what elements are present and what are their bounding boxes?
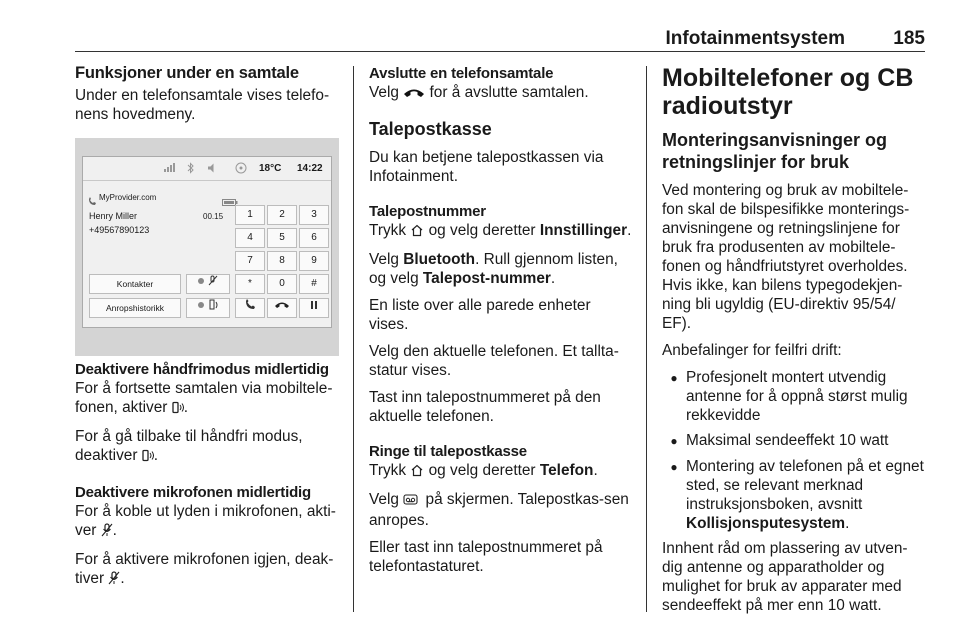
keypad-key[interactable]: 0 <box>267 274 297 294</box>
provider-label: MyProvider.com <box>99 193 157 202</box>
mic-mute-icon <box>101 523 113 542</box>
page-header <box>75 26 925 52</box>
heading-functions: Funksjoner under en samtale <box>75 64 299 82</box>
paragraph-select-voicemail: Velg på skjermen. Talepostkas-sen anropes. <box>369 491 629 529</box>
pause-button[interactable] <box>299 298 329 318</box>
paragraph-call-voicemail: Trykk og velg deretter Telefon. <box>369 461 633 482</box>
bluetooth-icon <box>187 162 195 177</box>
keypad-key[interactable]: * <box>235 274 265 294</box>
column-3 <box>662 64 926 623</box>
heading-mobile-phones: Mobiltelefoner og CB radioutstyr <box>662 64 914 120</box>
paragraph-or-enter: Eller tast inn talepostnummeret på telefontastaturet. <box>369 539 603 575</box>
paragraph-end-call: Velg for å avslutte samtalen. <box>369 83 633 104</box>
end-call-button[interactable] <box>267 298 297 318</box>
heading-mic: Deaktivere mikrofonen midlertidig <box>75 484 311 501</box>
caller-number: +49567890123 <box>89 225 150 235</box>
paragraph-select-phone: Velg den aktuelle telefonen. Et tallta-statur vises. <box>369 343 619 379</box>
keypad-key[interactable]: 7 <box>235 251 265 271</box>
keypad-key[interactable]: 6 <box>299 228 329 248</box>
keypad-key[interactable]: 9 <box>299 251 329 271</box>
signal-icon <box>163 163 177 176</box>
paragraph-handsfree-2: For å gå tilbake til håndfri modus, deaktiver . <box>75 427 337 467</box>
infotainment-screen <box>82 156 332 328</box>
handset-speaker-icon <box>142 448 154 467</box>
phone-icon <box>244 299 256 311</box>
bullet: ● <box>670 371 678 385</box>
paragraph-handsfree-1: For å fortsette samtalen via mobiltele-fonen, aktiver . <box>75 379 337 419</box>
list-item: ● Montering av telefonen på et egnet sted, se relevant merknad instruksjonsboken, avsnitt Kollisjonsputesystem. <box>662 457 926 533</box>
paragraph-mic-1: For å koble ut lyden i mikrofonen, akti-ver . <box>75 502 337 542</box>
paragraph-mic-2: For å aktivere mikrofonen igjen, deak-tiver . <box>75 550 337 590</box>
keypad-key[interactable]: 2 <box>267 205 297 225</box>
paragraph-bluetooth: Velg Bluetooth. Rull gjennom listen, og velg Talepost-nummer. <box>369 251 618 287</box>
phone-button[interactable] <box>235 298 265 318</box>
heading-voicemail: Talepostkasse <box>369 119 492 139</box>
header-title: Infotainmentsystem <box>665 28 845 49</box>
end-call-icon <box>403 85 425 104</box>
keypad-key[interactable]: 8 <box>267 251 297 271</box>
heading-end-call: Avslutte en telefonsamtale <box>369 65 554 82</box>
keypad-key[interactable]: # <box>299 274 329 294</box>
paragraph-enter-number: Tast inn talepostnummeret på den aktuelle telefonen. <box>369 389 601 425</box>
clock-display: 14:22 <box>297 163 323 174</box>
heading-call-voicemail: Ringe til talepostkasse <box>369 443 527 460</box>
home-icon <box>410 463 424 482</box>
heading-voicemail-number: Talepostnummer <box>369 203 486 220</box>
paragraph-installation: Ved montering og bruk av mobiltele-fon skal de bilspesifikke monterings-anvisningene og retningslinjene for bruk fra produsenten av mobiltele-fonen og håndfriutstyret overholdes. Hvis ikke, kan bilens typegodekjen-ning bli ugyldig (EU-direktiv 95/54/ EF). <box>662 182 910 332</box>
call-history-button[interactable]: Anropshistorikk <box>89 298 181 318</box>
paragraph-device-list: En liste over alle parede enheter vises. <box>369 297 591 333</box>
page-number: 185 <box>893 28 925 49</box>
contacts-button[interactable]: Kontakter <box>89 274 181 294</box>
heading-installation: Monteringsanvisninger og retningslinjer for bruk <box>662 130 888 172</box>
end-call-icon <box>274 300 290 310</box>
list-item: ● Maksimal sendeeffekt 10 watt <box>662 431 926 451</box>
toggle-icon <box>198 278 204 284</box>
bullet: ● <box>670 434 678 448</box>
keypad-key[interactable]: 1 <box>235 205 265 225</box>
phone-icon <box>88 193 97 211</box>
pause-icon <box>309 300 319 310</box>
keypad-key[interactable]: 3 <box>299 205 329 225</box>
handset-speaker-icon <box>210 300 217 309</box>
bullet: ● <box>670 460 678 474</box>
paragraph-voicemail-number: Trykk og velg deretter Innstillinger. <box>369 221 633 242</box>
paragraph-voicemail: Du kan betjene talepostkassen via Infotainment. <box>369 149 604 185</box>
keypad-key[interactable]: 5 <box>267 228 297 248</box>
mic-mute-button[interactable] <box>186 274 230 294</box>
mic-mute-icon <box>108 571 120 590</box>
column-divider <box>646 66 647 612</box>
call-duration: 00.15 <box>203 212 224 221</box>
column-divider <box>353 66 354 612</box>
intro-paragraph: Under en telefonsamtale vises telefo-nens hovedmeny. <box>75 87 330 123</box>
paragraph-antenna-advice: Innhent råd om plassering av utven-dig antenne og apparatholder og mulighet for bruk av apparater med sendeeffekt på mer enn 10 watt. <box>662 540 908 614</box>
home-icon <box>410 223 424 242</box>
music-icon <box>235 162 247 177</box>
handset-speaker-icon <box>172 400 184 419</box>
volume-icon <box>207 163 217 176</box>
handsfree-button[interactable] <box>186 298 230 318</box>
toggle-icon <box>198 302 204 308</box>
temperature-display: 18°C <box>259 163 282 174</box>
keypad-key[interactable]: 4 <box>235 228 265 248</box>
phone-screen-screenshot <box>75 138 339 356</box>
heading-handsfree: Deaktivere håndfrimodus midlertidig <box>75 361 329 378</box>
voicemail-icon <box>403 492 421 511</box>
paragraph-recommendations: Anbefalinger for feilfri drift: <box>662 342 842 359</box>
caller-name: Henry Miller <box>89 211 138 221</box>
mic-mute-icon <box>209 276 217 285</box>
status-bar <box>83 157 331 181</box>
column-2 <box>369 64 633 584</box>
list-item: ● Profesjonelt montert utvendig antenne for å oppnå størst mulig rekkevidde <box>662 368 926 425</box>
